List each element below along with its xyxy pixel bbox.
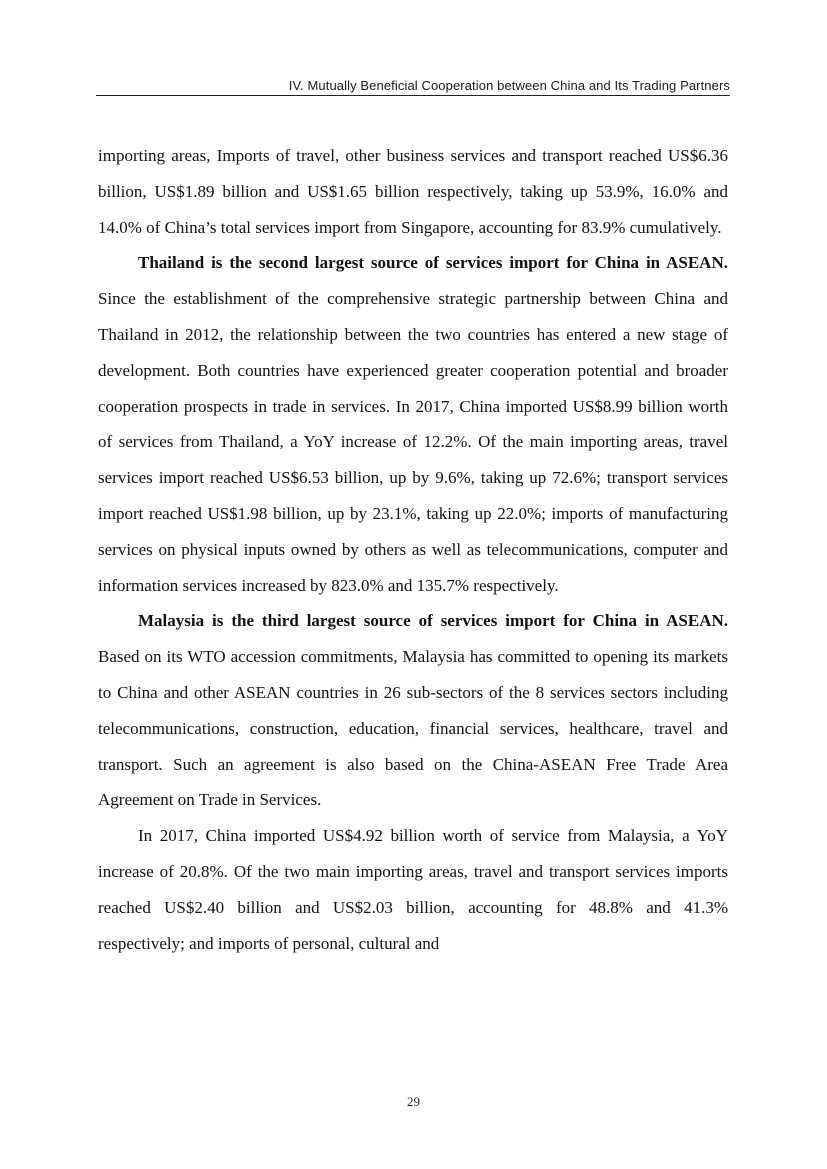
paragraph-text: In 2017, China imported US$4.92 billion worth of service from Malaysia, a YoY increase of 20.8%. Of the two main importing areas, travel and transport services imports reached US$2.40 billion and US$2.03 billion, accounting for 48.8% and 41.3% respectively; and imports of personal, cultural and — [98, 826, 728, 953]
paragraph-malaysia — [98, 603, 728, 818]
paragraph-lead: Thailand is the second largest source of services import for China in ASEAN. — [138, 253, 728, 273]
running-header: IV. Mutually Beneficial Cooperation between China and Its Trading Partners — [288, 78, 730, 93]
paragraph-singapore-continued — [98, 138, 728, 245]
paragraph-text: importing areas, Imports of travel, other business services and transport reached US$6.36 billion, US$1.89 billion and US$1.65 billion respectively, taking up 53.9%, 16.0% and 14.0% of China’s total services import from Singapore, accounting for 83.9% cumulatively. — [98, 146, 728, 237]
page-number: 29 — [407, 1094, 420, 1109]
paragraph-lead: Malaysia is the third largest source of services import for China in ASEAN. — [138, 611, 728, 631]
body-text — [98, 138, 728, 961]
paragraph-thailand — [98, 245, 728, 603]
paragraph-text: Based on its WTO accession commitments, Malaysia has committed to opening its markets to China and other ASEAN countries in 26 sub-sectors of the 8 services sectors including telecommunications, construction, education, financial services, healthcare, travel and transport. Such an agreement is also based on the China-ASEAN Free Trade Area Agreement on Trade in Services. — [98, 647, 728, 810]
paragraph-text: Since the establishment of the comprehensive strategic partnership between China and Thailand in 2012, the relationship between the two countries has entered a new stage of development. Both countries have experienced greater cooperation potential and broader cooperation prospects in trade in services. In 2017, China imported US$8.99 billion worth of services from Thailand, a YoY increase of 12.2%. Of the main importing areas, travel services import reached US$6.53 billion, up by 9.6%, taking up 72.6%; transport services import reached US$1.98 billion, up by 23.1%, taking up 22.0%; imports of manufacturing services on physical inputs owned by others as well as telecommunications, computer and information services increased by 823.0% and 135.7% respectively. — [98, 289, 728, 595]
paragraph-malaysia-imports — [98, 818, 728, 961]
header-rule — [96, 95, 730, 96]
